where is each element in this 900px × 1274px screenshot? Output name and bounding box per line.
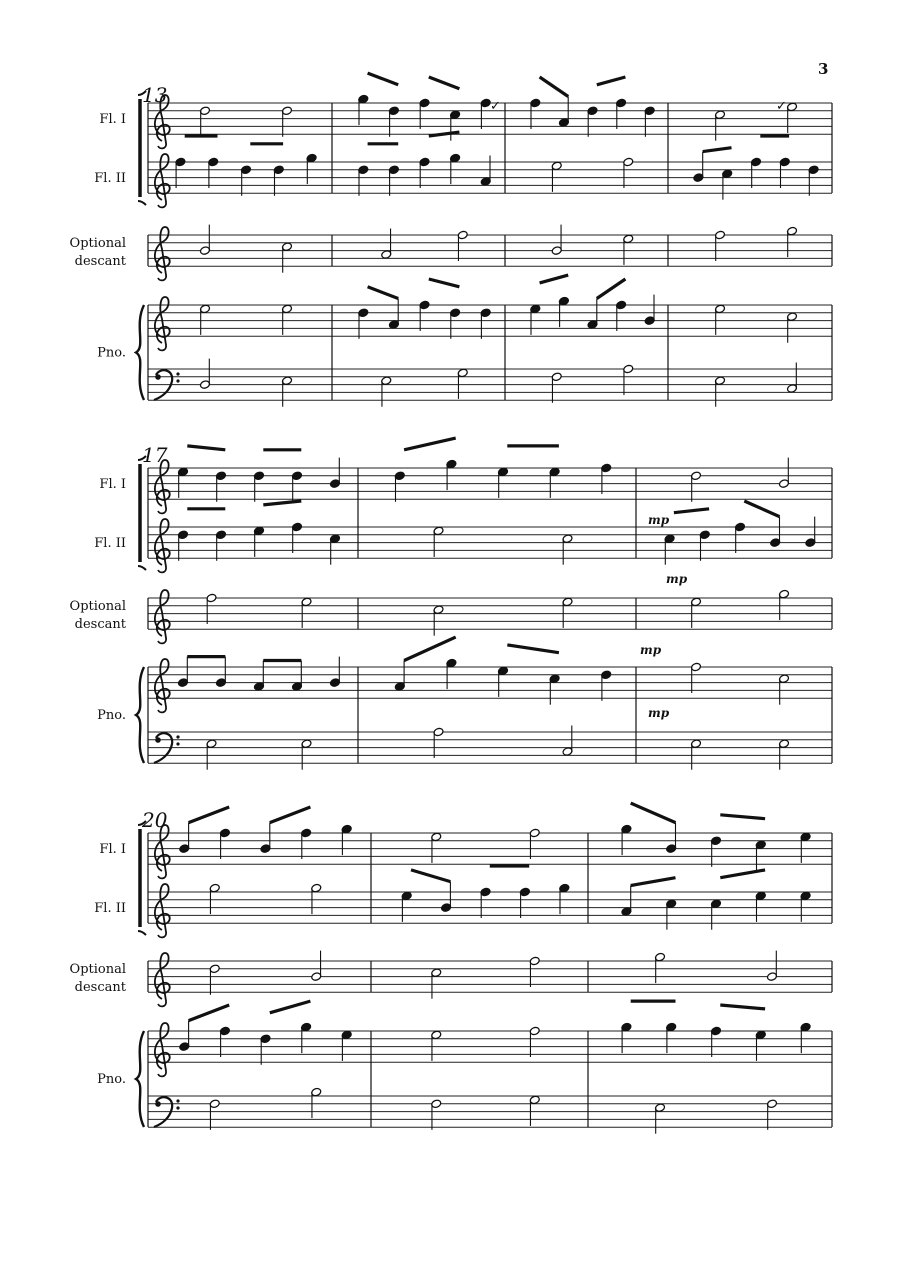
note-beam xyxy=(720,870,765,878)
dynamic-marking: mp xyxy=(648,513,670,527)
bass-clef-dot xyxy=(176,735,179,738)
note-beam xyxy=(597,77,626,85)
staff-label-flute-1: Fl. I xyxy=(99,842,126,857)
staff-label-descant: descant xyxy=(74,617,126,632)
bass-clef-dot xyxy=(155,1101,161,1107)
note-beam xyxy=(368,287,399,299)
note-beam xyxy=(404,637,456,660)
piano-brace xyxy=(136,1031,144,1127)
note-beam xyxy=(597,279,626,299)
measure-number: 17 xyxy=(142,443,168,467)
bass-clef-dot xyxy=(176,1106,179,1109)
bass-clef-dot xyxy=(176,372,179,375)
note-beam xyxy=(189,807,230,823)
staff-label-descant: descant xyxy=(74,980,126,995)
note-beam xyxy=(631,803,676,823)
staff-label-flute-1: Fl. I xyxy=(99,477,126,492)
note-beam xyxy=(429,279,460,287)
breath-mark: ✓ xyxy=(490,99,501,114)
staff-label-descant: Optional xyxy=(69,599,126,614)
staff-label-piano: Pno. xyxy=(97,345,126,361)
note-beam xyxy=(189,1005,230,1021)
staff-label-flute-2: Fl. II xyxy=(94,171,126,186)
bass-clef-dot xyxy=(176,742,179,745)
staff-label-descant: Optional xyxy=(69,236,126,251)
staff-label-flute-2: Fl. II xyxy=(94,901,126,916)
note-beam xyxy=(270,1001,311,1013)
note-beam xyxy=(187,446,225,450)
dynamic-marking: mp xyxy=(648,706,670,720)
measure-number: 20 xyxy=(142,808,168,832)
page-number: 3 xyxy=(818,60,829,78)
note-beam xyxy=(744,501,779,517)
note-beam xyxy=(703,148,732,152)
dynamic-marking: mp xyxy=(666,572,688,586)
note-beam xyxy=(720,1005,765,1009)
bass-clef-dot xyxy=(155,737,161,743)
dynamic-marking: mp xyxy=(640,643,662,657)
breath-mark: ✓ xyxy=(776,99,787,114)
note-beam xyxy=(368,73,399,85)
note-beam xyxy=(540,275,569,283)
staff-label-descant: Optional xyxy=(69,962,126,977)
note-beam xyxy=(263,501,301,505)
note-beam xyxy=(411,870,450,882)
note-beam xyxy=(507,645,559,653)
staff-label-piano: Pno. xyxy=(97,708,126,723)
note-beam xyxy=(429,77,460,89)
bass-clef-dot xyxy=(176,379,179,382)
note-beam xyxy=(674,509,709,513)
staff-label-flute-1: Fl. I xyxy=(99,112,126,127)
note-beam xyxy=(270,807,311,823)
note-beam xyxy=(631,878,676,886)
note-beam xyxy=(429,132,460,136)
measure-number: 13 xyxy=(142,83,168,107)
note-beam xyxy=(720,815,765,819)
staff-label-descant: descant xyxy=(74,254,126,269)
piano-brace xyxy=(136,667,144,763)
staff-label-piano: Pno. xyxy=(97,1072,126,1087)
bass-clef-dot xyxy=(155,374,161,380)
note-beam xyxy=(404,438,456,450)
bass-clef-dot xyxy=(176,1099,179,1102)
piano-brace xyxy=(136,305,144,400)
staff-label-flute-2: Fl. II xyxy=(94,536,126,551)
note-beam xyxy=(540,77,569,97)
